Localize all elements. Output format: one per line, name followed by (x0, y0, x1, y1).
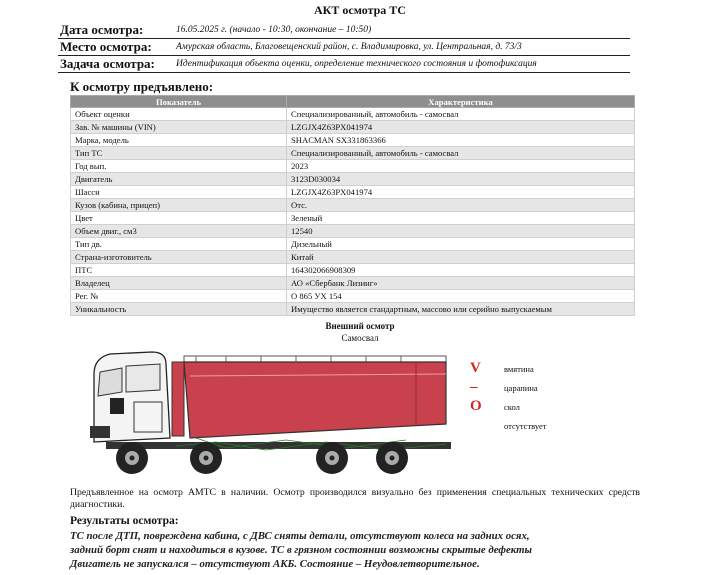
table-cell-indicator: Двигатель (71, 173, 287, 186)
table-cell-value: 2023 (287, 160, 635, 173)
legend-missing-label: отсутствует (504, 421, 547, 431)
presented-heading: К осмотру предъявлено: (70, 79, 214, 94)
table-cell-value: О 865 УХ 154 (287, 290, 635, 303)
table-cell-indicator: Марка, модель (71, 134, 287, 147)
results-line: ТС после ДТП, повреждена кабина, с ДВС сняты детали, отсутствуют колеса на задних осях, (70, 530, 530, 542)
scratch-icon: – (470, 379, 478, 395)
table-row (71, 199, 635, 212)
dent-icon: V (470, 360, 481, 376)
table-cell-indicator: Зав. № машины (VIN) (71, 121, 287, 134)
spec-header-indicator: Показатель (71, 96, 287, 108)
place-value: Амурская область, Благовещенский район, с. Владимировка, ул. Центральная, д. 73/3 (176, 42, 522, 52)
truck-diagram (86, 346, 458, 481)
table-row (71, 147, 635, 160)
table-cell-indicator: Объект оценки (71, 108, 287, 121)
results-line: задний борт снят и находиться в кузове. ТС в грязном состоянии возможны скрытые дефекты (70, 544, 532, 556)
table-row (71, 225, 635, 238)
table-cell-value: Зеленый (287, 212, 635, 225)
results-label: Результаты осмотра: (70, 515, 179, 527)
legend-scratch-label: царапина (504, 383, 538, 393)
table-row (71, 303, 635, 316)
table-row (71, 160, 635, 173)
table-cell-indicator: Тип дв. (71, 238, 287, 251)
table-row (71, 134, 635, 147)
spec-table (70, 95, 635, 316)
table-cell-value: Дизельный (287, 238, 635, 251)
chip-icon: O (470, 398, 482, 414)
table-cell-indicator: Кузов (кабина, прицеп) (71, 199, 287, 212)
date-label: Дата осмотра: (60, 22, 144, 37)
table-cell-indicator: Тип ТС (71, 147, 287, 160)
inspection-subtitle: Самосвал (341, 333, 379, 343)
results-line: Двигатель не запускался – отсутствуют АКБ. Состояние – Неудовлетворительное. (70, 558, 480, 570)
table-cell-indicator: ПТС (71, 264, 287, 277)
table-row (71, 277, 635, 290)
table-cell-indicator: Объем двиг., см3 (71, 225, 287, 238)
table-cell-value: 3123D030034 (287, 173, 635, 186)
task-value: Идентификация объекта оценки, определение технического состояния и фотофиксация (176, 59, 537, 69)
table-row (71, 108, 635, 121)
table-cell-value: Имущество является стандартным, массово или серийно выпускаемым (287, 303, 635, 316)
table-cell-value: SHACMAN SX331863366 (287, 134, 635, 147)
table-cell-value: Специализированный, автомобиль - самосвал (287, 147, 635, 160)
table-cell-value: LZGJX4Z63PX041974 (287, 121, 635, 134)
place-label: Место осмотра: (60, 39, 152, 54)
table-row (71, 212, 635, 225)
table-cell-value: 12540 (287, 225, 635, 238)
date-value: 16.05.2025 г. (начало - 10:30, окончание – 10:50) (176, 25, 372, 35)
table-cell-indicator: Год вып. (71, 160, 287, 173)
legend-chip-label: скол (504, 402, 520, 412)
table-row (71, 186, 635, 199)
table-cell-indicator: Цвет (71, 212, 287, 225)
place-row (58, 39, 630, 56)
table-row (71, 251, 635, 264)
table-row (71, 264, 635, 277)
table-row (71, 121, 635, 134)
table-cell-value: LZGJX4Z63PX041974 (287, 186, 635, 199)
task-label: Задача осмотра: (60, 56, 155, 71)
spec-header-value: Характеристика (287, 96, 635, 108)
table-cell-indicator: Шасси (71, 186, 287, 199)
act-title: АКТ осмотра ТС (314, 3, 406, 17)
damage-legend (466, 360, 586, 440)
task-row (58, 56, 630, 73)
results-text (70, 529, 650, 571)
table-cell-indicator: Владелец (71, 277, 287, 290)
table-cell-indicator: Страна-изготовитель (71, 251, 287, 264)
inspection-note: Предъявленное на осмотр АМТС в наличии. Осмотр производился визуально без применения специальных технических средств диагностики. (70, 487, 640, 510)
table-cell-indicator: Рег. № (71, 290, 287, 303)
table-row (71, 173, 635, 186)
table-row (71, 238, 635, 251)
date-row (58, 22, 630, 39)
truck-cab (90, 352, 170, 442)
table-row (71, 290, 635, 303)
table-cell-value: АО «Сбербанк Лизинг» (287, 277, 635, 290)
dump-body (172, 356, 446, 438)
inspection-title: Внешний осмотр (325, 321, 395, 331)
legend-dent-label: вмятина (504, 364, 534, 374)
table-cell-value: Отс. (287, 199, 635, 212)
table-cell-value: Китай (287, 251, 635, 264)
table-cell-indicator: Уникальность (71, 303, 287, 316)
table-cell-value: Специализированный, автомобиль - самосвал (287, 108, 635, 121)
table-cell-value: 164302066908309 (287, 264, 635, 277)
